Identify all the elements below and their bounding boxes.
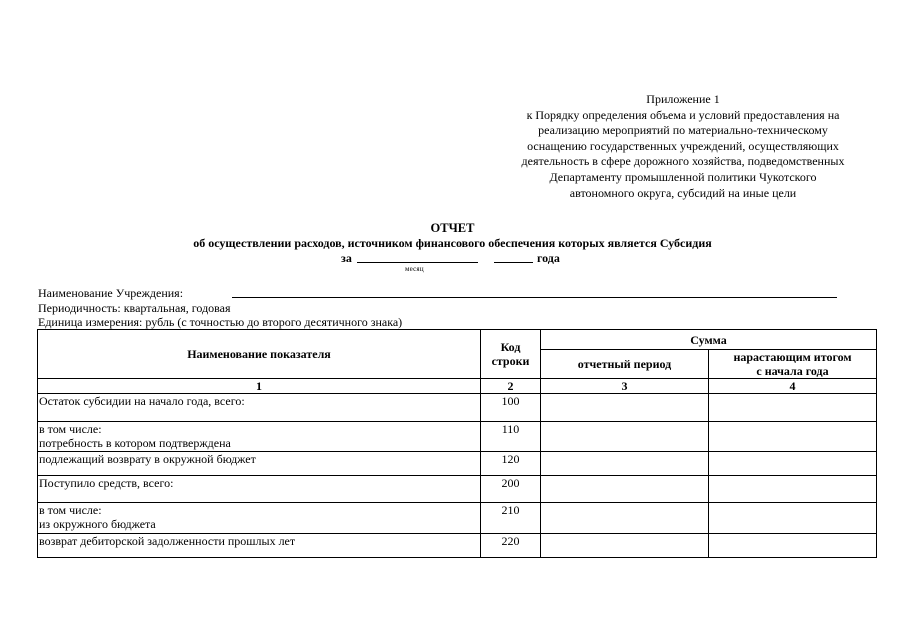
column-number: 4 [709, 379, 877, 394]
month-hint: месяц [405, 265, 424, 273]
institution-label: Наименование Учреждения: [38, 286, 184, 300]
row-name: Остаток субсидии на начало года, всего: [38, 394, 481, 422]
row-name: возврат дебиторской задолженности прошлых лет [38, 534, 481, 558]
cell-cumulative[interactable] [709, 534, 877, 558]
appendix-line: к Порядку определения объема и условий предоставления на [526, 107, 840, 122]
table-row [38, 394, 877, 422]
row-name: в том числе: потребность в котором подтверждена [38, 422, 481, 452]
row-name: в том числе: из окружного бюджета [38, 503, 481, 534]
report-title-block [0, 221, 905, 266]
header-sum: Сумма [541, 330, 877, 350]
row-name: Поступило средств, всего: [38, 476, 481, 503]
column-number: 1 [38, 379, 481, 394]
table-row [38, 452, 877, 476]
cell-cumulative[interactable] [709, 394, 877, 422]
row-code: 200 [481, 476, 541, 503]
report-period-line [0, 251, 905, 266]
cell-reporting-period[interactable] [541, 422, 709, 452]
table-row [38, 534, 877, 558]
cell-cumulative[interactable] [709, 476, 877, 503]
period-suffix: года [537, 251, 560, 265]
report-subtitle: об осуществлении расходов, источником финансового обеспечения которых является Субсидия [193, 236, 712, 250]
cell-reporting-period[interactable] [541, 534, 709, 558]
period-prefix: за [341, 251, 352, 265]
cell-cumulative[interactable] [709, 503, 877, 534]
row-code: 100 [481, 394, 541, 422]
table-row [38, 476, 877, 503]
appendix-line: деятельность в сфере дорожного хозяйства, подведомственных [521, 154, 845, 169]
appendix-line: реализацию мероприятий по материально-техническому [538, 123, 828, 138]
report-table [37, 329, 877, 558]
cell-reporting-period[interactable] [541, 503, 709, 534]
header-reporting-period: отчетный период [541, 350, 709, 379]
report-heading: ОТЧЕТ [430, 221, 475, 235]
column-number: 3 [541, 379, 709, 394]
row-code: 120 [481, 452, 541, 476]
cell-reporting-period[interactable] [541, 394, 709, 422]
periodicity-text: Периодичность: квартальная, годовая [38, 301, 231, 315]
table-row [38, 422, 877, 452]
cell-cumulative[interactable] [709, 422, 877, 452]
cell-reporting-period[interactable] [541, 452, 709, 476]
unit-text: Единица измерения: рубль (с точностью до второго десятичного знака) [38, 315, 403, 329]
row-code: 110 [481, 422, 541, 452]
table-row [38, 503, 877, 534]
cell-reporting-period[interactable] [541, 476, 709, 503]
column-number: 2 [481, 379, 541, 394]
header-cumulative: нарастающим итогом с начала года [709, 350, 877, 379]
appendix-block [488, 92, 878, 201]
header-code: Код строки [481, 330, 541, 379]
header-name: Наименование показателя [38, 330, 481, 379]
appendix-line: Приложение 1 [646, 92, 720, 106]
row-code: 220 [481, 534, 541, 558]
row-name: подлежащий возврату в окружной бюджет [38, 452, 481, 476]
appendix-line: автономного округа, субсидий на иные цели [569, 185, 797, 200]
row-code: 210 [481, 503, 541, 534]
appendix-line: Департаменту промышленной политики Чукотского [549, 169, 817, 184]
cell-cumulative[interactable] [709, 452, 877, 476]
institution-name-field[interactable] [232, 297, 837, 298]
appendix-line: оснащению государственных учреждений, осуществляющих [527, 138, 839, 153]
